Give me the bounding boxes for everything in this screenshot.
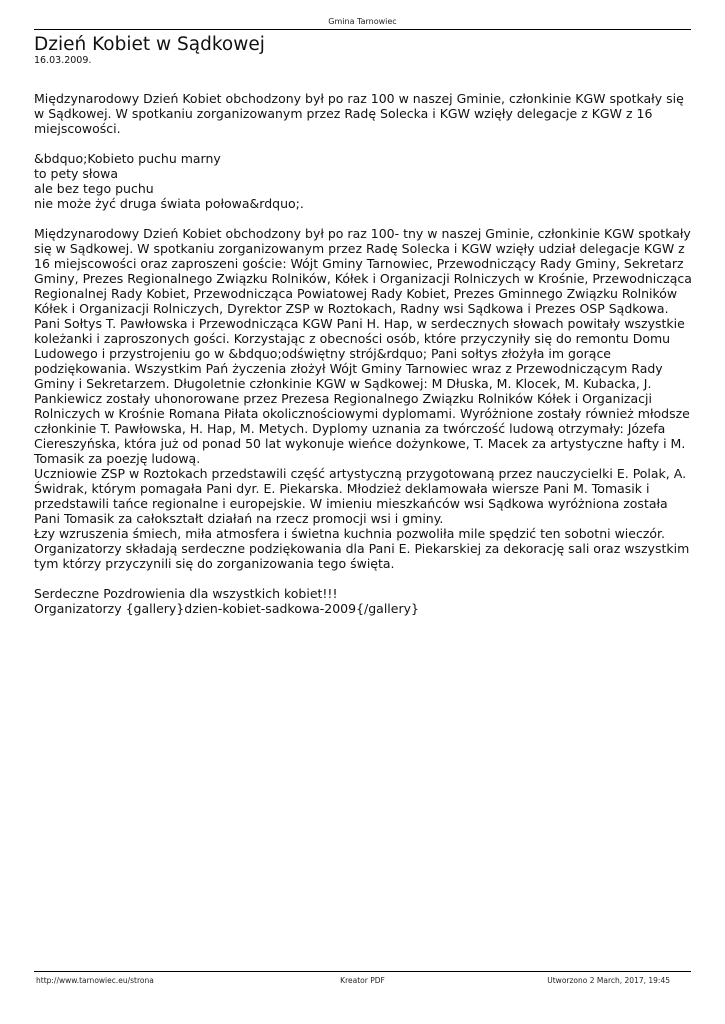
article-paragraph-atmosphere: Łzy wzruszenia śmiech, miła atmosfera i świetna kuchnia pozwoliła mile spędzić ten sobotni wieczór.: [34, 526, 666, 541]
site-name-header: Gmina Tarnowiec: [328, 17, 397, 26]
article-paragraph-awards: Pani Sołtys T. Pawłowska i Przewodnicząca KGW Pani H. Hap, w serdecznych słowach powitały wszystkie koleżanki i zaproszonych gości. Korzystając z obecności osób, które przyczyniły się do remontu Domu Ludowego i przystrojeniu go w &bdquo;odświętny strój&rdquo; Pani sołtys złożyła im gorące podziękowania. Wszystkim Pań życzenia złożył Wójt Gminy Tarnowiec wraz z Przewodniczącym Rady Gminy i Sekretarzem. Długoletnie członkinie KGW w Sądkowej: M Dłuska, M. Klocek, M. Kubacka, J. Pankiewicz zostały uhonorowane przez Prezesa Regionalnego Związku Rolników Kółek i Organizacji Rolniczych w Krośnie Romana Piłata okolicznościowymi dyplomami. Wyróżnione zostały również młodsze członkinie T. Pawłowska, H. Hap, M. Metych. Dyplomy uznania za twórczość ludową otrzymały: Józefa Ciereszyńska, która już od ponad 50 lat wykonuje wieńce dożynkowe, T. Macek za artystyczne hafty i M. Tomasik za poezję ludową.: [34, 316, 690, 466]
article-title: Dzień Kobiet w Sądkowej: [34, 34, 265, 55]
article-date: 16.03.2009.: [34, 55, 92, 66]
footer-divider: [34, 971, 691, 972]
article-paragraph-intro: Międzynarodowy Dzień Kobiet obchodzony był po raz 100 w naszej Gminie, członkinie KGW spotkały się w Sądkowej. W spotkaniu zorganizowanym przez Radę Solecka i KGW wzięły delegacje z KGW z 16 miejscowości.: [34, 91, 684, 136]
article-body: [34, 91, 694, 616]
article-paragraph-performance: Uczniowie ZSP w Roztokach przedstawili część artystyczną przygotowaną przez nauczycielki E. Polak, A. Świdrak, którym pomagała Pani dyr. E. Piekarska. Młodzież deklamowała wiersze Pani M. Tomasik i przedstawili tańce regionalne i europejskie. W imieniu mieszkańców wsi Sądkowa wyróżniona została Pani Tomasik za całokształt działań na rzecz promocji wsi i gminy.: [34, 466, 687, 526]
article-paragraph-guests: Międzynarodowy Dzień Kobiet obchodzony był po raz 100- tny w naszej Gminie, członkinie KGW spotkały się w Sądkowej. W spotkaniu zorganizowanym przez Radę Solecka i KGW wzięły udział delegacje KGW z 16 miejscowości oraz zaproszeni goście: Wójt Gminy Tarnowiec, Przewodniczący Rady Gminy, Sekretarz Gminy, Prezes Regionalnego Związku Rolników, Kółek i Organizacji Rolniczych w Krośnie, Przewodnicząca Regionalnej Rady Kobiet, Przewodnicząca Powiatowej Rady Kobiet, Prezes Gminnego Związku Rolników Kółek i Organizacji Rolniczych, Dyrektor ZSP w Roztokach, Radny wsi Sądkowa i Prezes OSP Sądkowa.: [34, 226, 692, 316]
footer-url: http://www.tarnowiec.eu/strona: [36, 976, 154, 985]
footer-created-date: Utworzono 2 March, 2017, 19:45: [547, 976, 670, 985]
article-poem: &bdquo;Kobieto puchu marny to pety słowa ale bez tego puchu nie może żyć druga świata połowa&rdquo;.: [34, 151, 304, 211]
header-divider: [34, 29, 691, 30]
article-closing: Serdeczne Pozdrowienia dla wszystkich kobiet!!! Organizatorzy {gallery}dzien-kobiet-sadkowa-2009{/gallery}: [34, 586, 419, 616]
footer-generator: Kreator PDF: [340, 976, 385, 985]
article-paragraph-thanks: Organizatorzy składają serdeczne podziękowania dla Pani E. Piekarskiej za dekorację sali oraz wszystkim tym którzy przyczynili się do zorganizowania tego święta.: [34, 541, 690, 571]
